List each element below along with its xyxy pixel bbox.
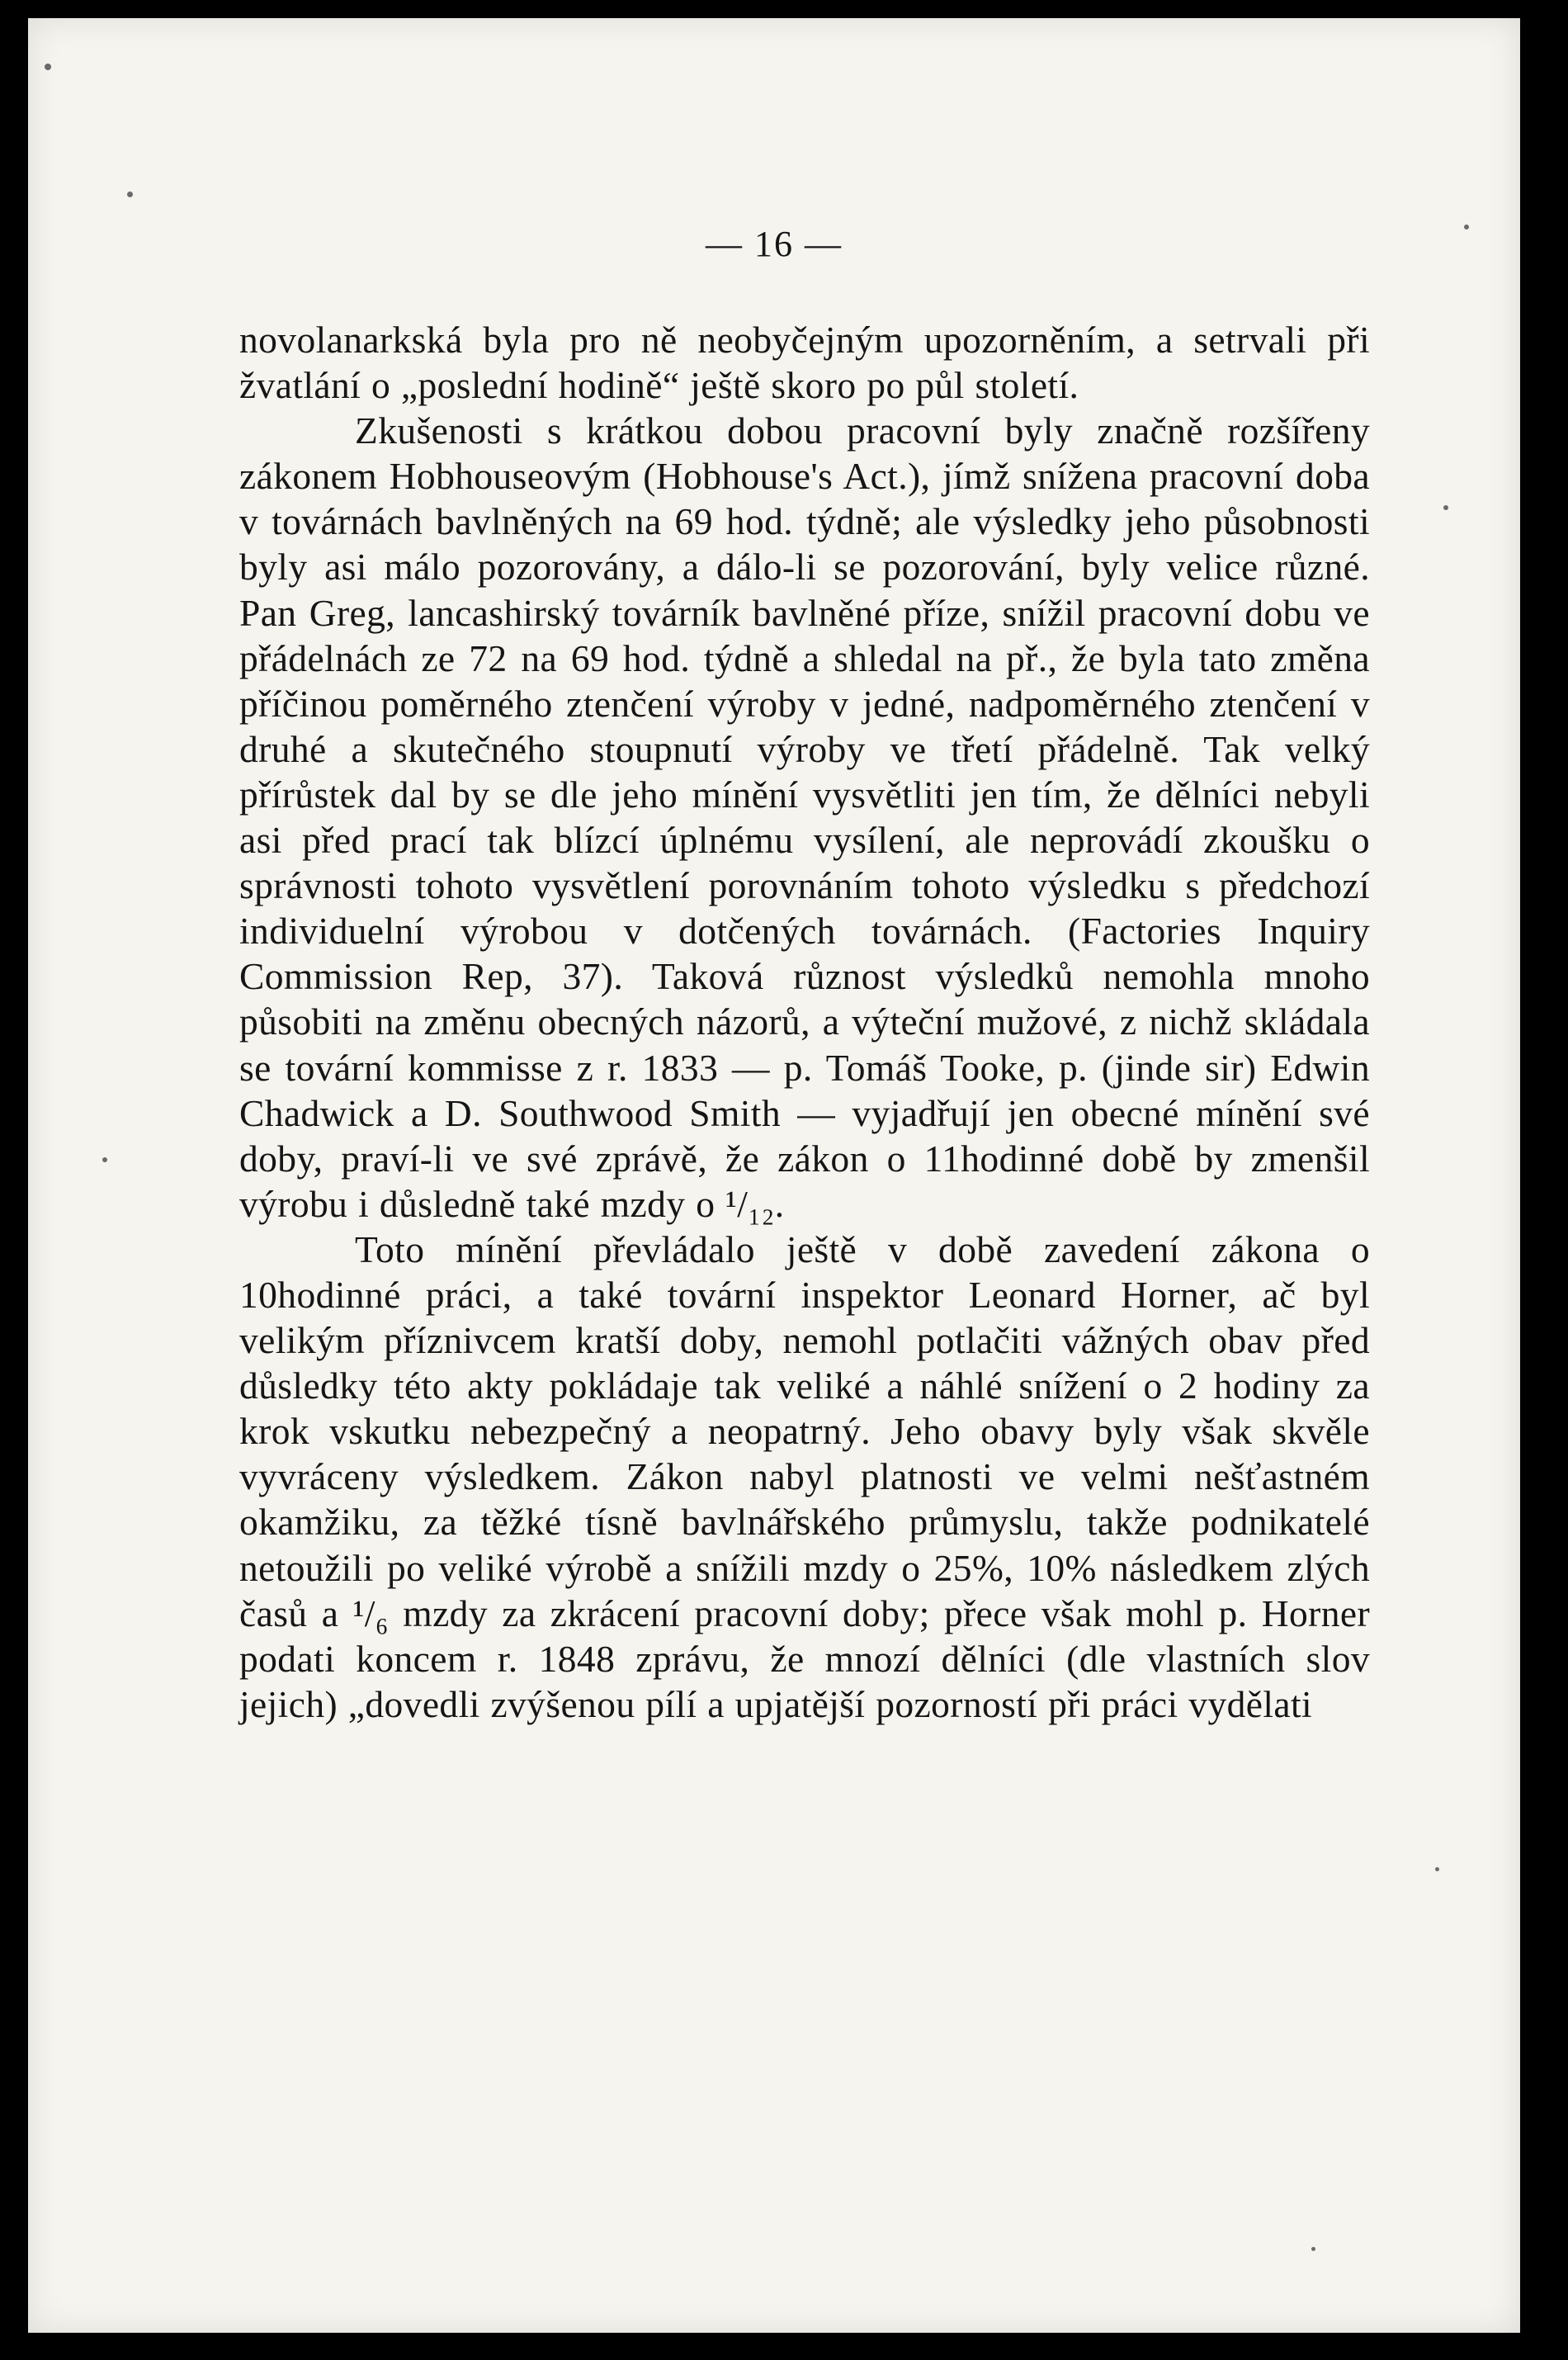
scan-speck: [127, 192, 133, 197]
body-text: [239, 317, 1370, 1727]
scan-speck: [1443, 505, 1448, 510]
scan-speck: [45, 64, 51, 70]
paragraph: Zkušenosti s krátkou dobou pracovní byly značně rozšířeny zákonem Hobhouseovým (Hobhouse's Act.), jímž snížena pracovní doba v továrnách bavlněných na 69 hod. týdně; ale výsledky jeho působnosti byly asi málo pozorovány, a dálo-li se pozorování, byly velice různé. Pan Greg, lancashirský továrník bavlněné příze, snížil pracovní dobu ve přádelnách ze 72 na 69 hod. týdně a shledal na př., že byla tato změna příčinou poměrného ztenčení výroby v jedné, nadpoměrného ztenčení v druhé a skutečného stoupnutí výroby ve třetí přádelně. Tak velký přírůstek dal by se dle jeho mínění vysvětliti jen tím, že dělníci nebyli asi před prací tak blízcí úplnému vysílení, ale neprovádí zkoušku o správnosti tohoto vysvětlení porovnáním tohoto výsledku s předchozí individuelní výrobou v dotčených továrnách. (Factories Inquiry Commission Rep, 37). Taková různost výsledků nemohla mnoho působiti na změnu obecných názorů, a výteční mužové, z nichž skládala se tovární kommisse z r. 1833 — p. Tomáš Tooke, p. (jinde sir) Edwin Chadwick a D. Southwood Smith — vyjadřují jen obecné mínění své doby, praví-li ve své zprávě, že zákon o 11hodinné době by zmenšil výrobu i důsledně také mzdy o ¹/₁₂.: [239, 409, 1370, 1225]
scan-speck: [102, 1157, 107, 1162]
scan-speck: [1464, 225, 1469, 229]
paragraph: Toto mínění převládalo ještě v době zavedení zákona o 10hodinné práci, a také tovární inspektor Leonard Horner, ač byl velikým příznivcem kratší doby, nemohl potlačiti vážných obav před důsledky této akty pokládaje tak veliké a náhlé snížení o 2 hodiny za krok vskutku nebezpečný a neopatrný. Jeho obavy byly však skvěle vyvráceny výsledkem. Zákon nabyl platnosti ve velmi nešťastném okamžiku, za těžké tísně bavlnářského průmyslu, takže podnikatelé netoužili po veliké výrobě a snížili mzdy o 25%, 10% následkem zlých časů a ¹/₆ mzdy za zkrácení pracovní doby; přece však mohl p. Horner podati koncem r. 1848 zprávu, že mnozí dělníci (dle vlastních slov jejich) „dovedli zvýšenou pílí a upjatější pozorností při práci vydělati: [239, 1227, 1370, 1725]
scan-speck: [1311, 2247, 1315, 2251]
scan-speck: [1435, 1867, 1439, 1871]
page-number: — 16 —: [706, 224, 843, 264]
book-page: [28, 18, 1520, 2333]
paragraph: novolanarkská byla pro ně neobyčejným upozorněním, a setrvali při žvatlání o „poslední hodině“ ještě skoro po půl století.: [239, 319, 1370, 407]
